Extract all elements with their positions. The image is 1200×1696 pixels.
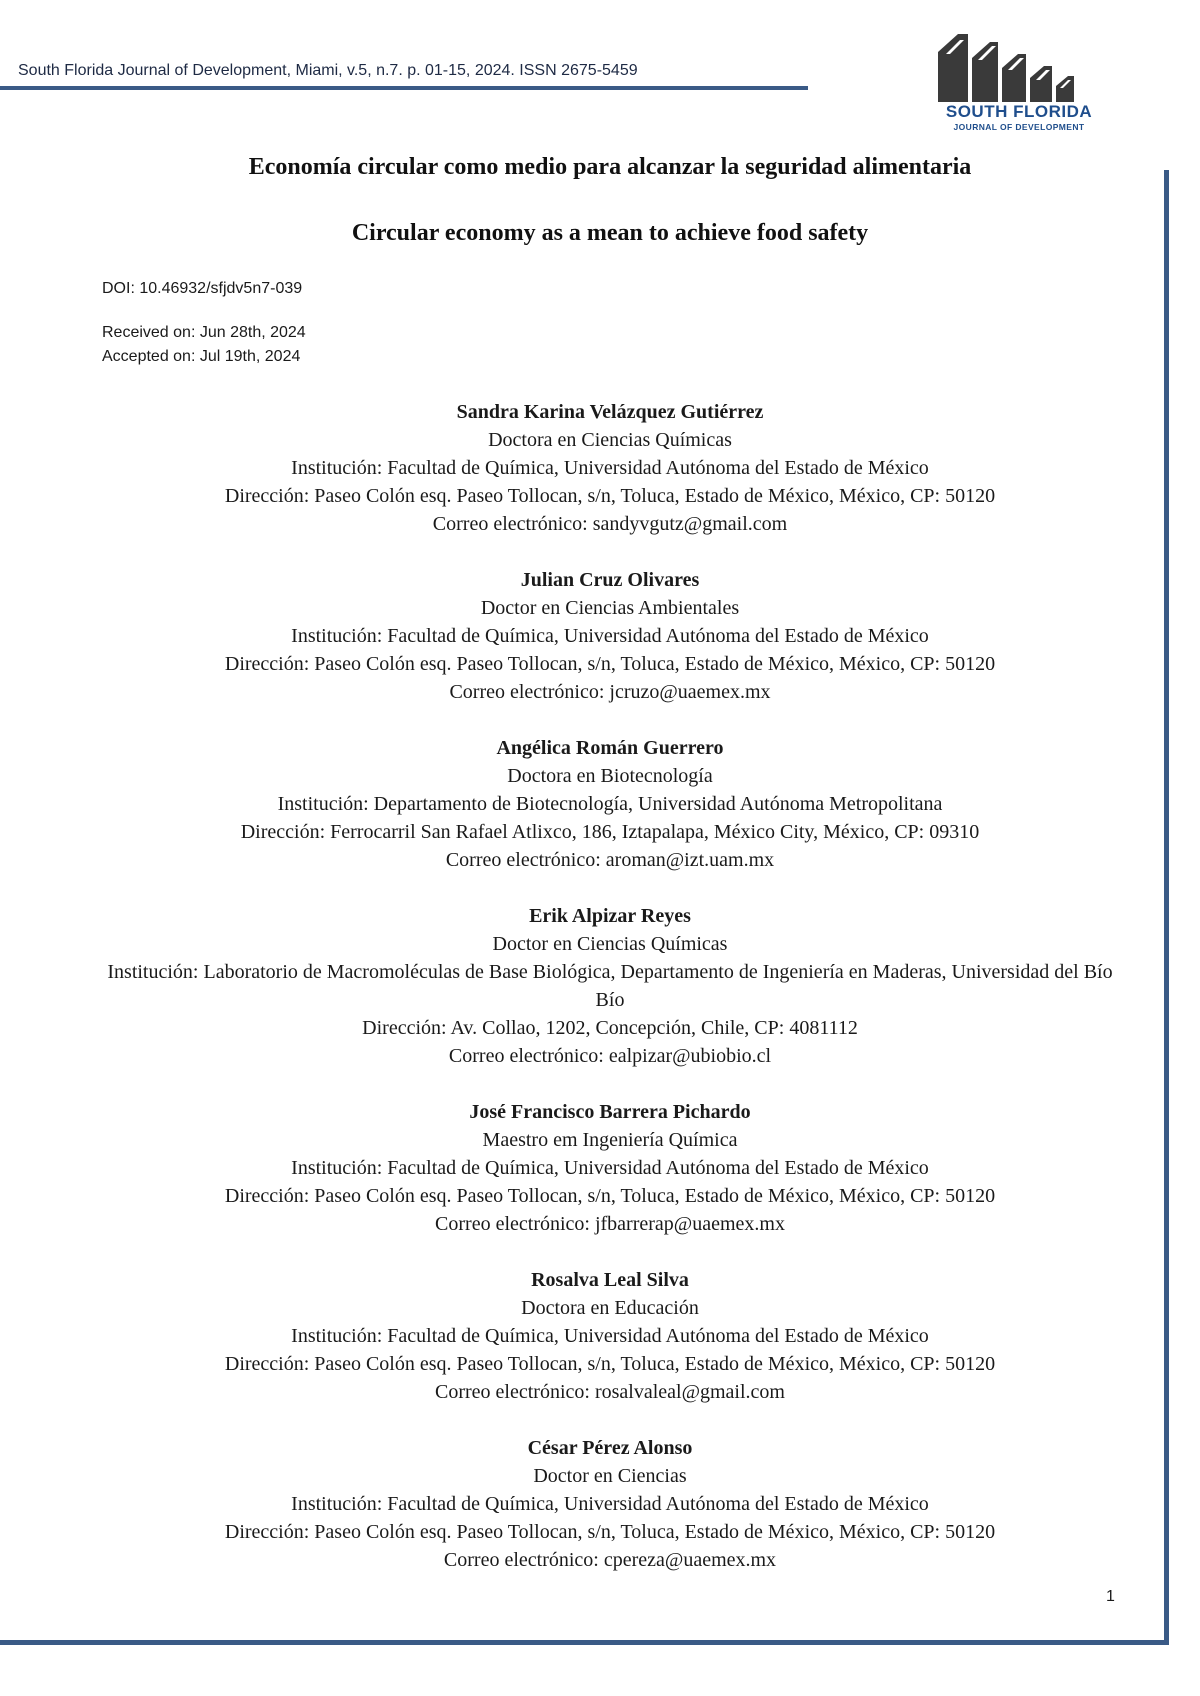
doi: DOI: 10.46932/sfjdv5n7-039 [102, 280, 303, 297]
author-name: César Pérez Alonso [527, 1437, 693, 1459]
author-address: Dirección: Paseo Colón esq. Paseo Tollocan, s/n, Toluca, Estado de México, México, CP: 50120 [224, 653, 996, 675]
author-institution: Institución: Facultad de Química, Universidad Autónoma del Estado de México [291, 457, 929, 479]
author-name: Julian Cruz Olivares [520, 569, 700, 591]
author-institution: Institución: Departamento de Biotecnología, Universidad Autónoma Metropolitana [277, 793, 943, 815]
author-institution: Institución: Laboratorio de Macromoléculas de Base Biológica, Departamento de Ingeniería en Maderas, Universidad del Bío Bío [107, 961, 1113, 1011]
author-degree: Doctor en Ciencias [533, 1465, 687, 1487]
author-block [100, 1434, 1120, 1574]
author-name: Sandra Karina Velázquez Gutiérrez [456, 401, 764, 423]
author-address: Dirección: Paseo Colón esq. Paseo Tollocan, s/n, Toluca, Estado de México, México, CP: 50120 [224, 1353, 996, 1375]
author-degree: Doctora en Educación [521, 1297, 699, 1319]
author-address: Dirección: Paseo Colón esq. Paseo Tollocan, s/n, Toluca, Estado de México, México, CP: 50120 [224, 1185, 996, 1207]
author-name: José Francisco Barrera Pichardo [469, 1101, 751, 1123]
author-degree: Maestro em Ingeniería Química [482, 1129, 738, 1151]
author-institution: Institución: Facultad de Química, Universidad Autónoma del Estado de México [291, 625, 929, 647]
author-degree: Doctor en Ciencias Ambientales [480, 597, 740, 619]
journal-logo [934, 30, 1104, 140]
stacked-slanted-bars-logo-icon [934, 30, 1104, 104]
author-email: Correo electrónico: jfbarrerap@uaemex.mx [435, 1213, 785, 1235]
page-number: 1 [1106, 1588, 1115, 1605]
title-spanish: Economía circular como medio para alcanzar la seguridad alimentaria [248, 154, 972, 180]
author-address: Dirección: Paseo Colón esq. Paseo Tollocan, s/n, Toluca, Estado de México, México, CP: 50120 [224, 1521, 996, 1543]
author-block [100, 566, 1120, 706]
accepted-date: Accepted on: Jul 19th, 2024 [102, 348, 301, 365]
author-institution: Institución: Facultad de Química, Universidad Autónoma del Estado de México [291, 1325, 929, 1347]
author-block [100, 902, 1120, 1070]
author-block [100, 398, 1120, 538]
author-email: Correo electrónico: jcruzo@uaemex.mx [449, 681, 771, 703]
author-degree: Doctor en Ciencias Químicas [492, 933, 728, 955]
author-email: Correo electrónico: rosalvaleal@gmail.com [435, 1381, 785, 1403]
title-english: Circular economy as a mean to achieve food safety [351, 220, 869, 246]
author-name: Rosalva Leal Silva [531, 1269, 689, 1291]
author-degree: Doctora en Ciencias Químicas [488, 429, 732, 451]
author-block [100, 734, 1120, 874]
frame-right-border [1164, 170, 1169, 1644]
journal-header-line: South Florida Journal of Development, Miami, v.5, n.7. p. 01-15, 2024. ISSN 2675-5459 [18, 62, 638, 79]
author-list [100, 398, 1120, 1602]
author-email: Correo electrónico: sandyvgutz@gmail.com [432, 513, 788, 535]
author-email: Correo electrónico: cpereza@uaemex.mx [443, 1549, 777, 1571]
logo-title: SOUTH FLORIDA [945, 102, 1093, 121]
author-block [100, 1266, 1120, 1406]
author-address: Dirección: Paseo Colón esq. Paseo Tollocan, s/n, Toluca, Estado de México, México, CP: 50120 [224, 485, 996, 507]
author-degree: Doctora en Biotecnología [507, 765, 713, 787]
author-name: Erik Alpizar Reyes [529, 905, 691, 927]
author-institution: Institución: Facultad de Química, Universidad Autónoma del Estado de México [291, 1157, 929, 1179]
frame-bottom-border [0, 1640, 1169, 1645]
author-address: Dirección: Av. Collao, 1202, Concepción, Chile, CP: 4081112 [362, 1017, 858, 1039]
author-name: Angélica Román Guerrero [496, 737, 724, 759]
logo-subtitle: JOURNAL OF DEVELOPMENT [953, 122, 1085, 132]
author-block [100, 1098, 1120, 1238]
received-date: Received on: Jun 28th, 2024 [102, 324, 306, 341]
author-email: Correo electrónico: ealpizar@ubiobio.cl [448, 1045, 772, 1067]
author-institution: Institución: Facultad de Química, Universidad Autónoma del Estado de México [291, 1493, 929, 1515]
header-rule [0, 86, 808, 90]
author-email: Correo electrónico: aroman@izt.uam.mx [445, 849, 775, 871]
author-address: Dirección: Ferrocarril San Rafael Atlixco, 186, Iztapalapa, México City, México, CP: 09310 [240, 821, 980, 843]
